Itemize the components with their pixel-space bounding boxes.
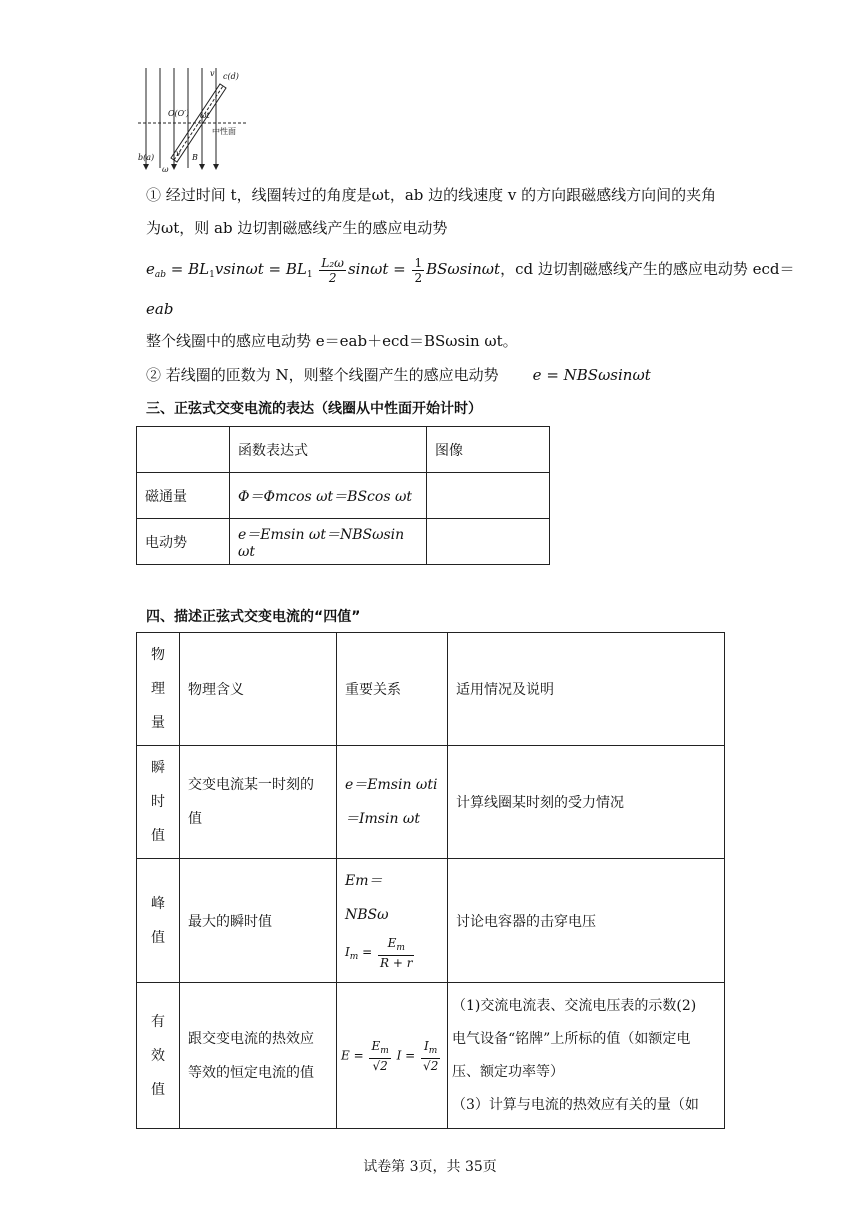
emf-formula: $e_{ab} = BL_1vsin\omega t = BL_1$ $\frac{\text{L₂ω}}{2}$ sinωt = $\frac{1}{2}$ BSωsinωt，cd 边切割磁感线产生的感应电动势 ecd＝	[146, 255, 795, 285]
rotating-coil-figure	[138, 68, 248, 178]
svg-text:b(a): b(a)	[138, 153, 155, 162]
svg-text:B: B	[192, 153, 198, 162]
arrow-icon	[171, 164, 177, 170]
text-line: ② 若线圈的匝数为 N，则整个线圈产生的感应电动势 e = NBSωsinωt	[146, 366, 651, 384]
text-line: eab	[146, 300, 174, 318]
arrow-icon	[213, 164, 219, 170]
text-line: 整个线圈中的感应电动势 e＝eab＋ecd＝BSωsin ωt。	[146, 332, 518, 350]
page-footer: 试卷第 3页，共 35页	[363, 1159, 497, 1175]
svg-text:中性面: 中性面	[212, 127, 236, 136]
expression-table: 函数表达式 图像 磁通量 Φ＝Φmcos ωt＝BScos ωt 电动势 e＝Emsin ωt＝NBSωsin ωt	[136, 426, 550, 565]
section-heading: 三、正弦式交变电流的表达（线圈从中性面开始计时）	[146, 401, 482, 417]
svg-text:ω: ω	[162, 165, 169, 174]
text-line: 为ωt，则 ab 边切割磁感线产生的感应电动势	[146, 219, 448, 237]
svg-text:ωt: ωt	[200, 111, 210, 120]
arrow-icon	[199, 164, 205, 170]
svg-text:O(O′): O(O′)	[168, 109, 190, 118]
svg-text:c(d): c(d)	[223, 72, 239, 81]
svg-text:v: v	[176, 149, 181, 158]
svg-text:v: v	[210, 69, 215, 78]
fraction: $\frac{\text{L₂ω}}{2}$	[321, 255, 344, 285]
section-heading: 四、描述正弦式交变电流的“四值”	[146, 609, 361, 625]
fraction: $\frac{1}{2}$	[414, 255, 423, 285]
arrow-icon	[143, 164, 149, 170]
text-line: ① 经过时间 t，线圈转过的角度是ωt，ab 边的线速度 v 的方向跟磁感线方向间的夹角	[146, 186, 717, 204]
four-values-table: 物 理 量 物理含义 重要关系 适用情况及说明 瞬 时 值 交变电流某一时刻的 值 e＝Emsin ωti ＝Imsin ωt 计算线圈某时刻的受力情况 峰 值 最大的瞬时值 Em＝ NBSω $I_m$ = $\frac{E_m}{R + r}$ 讨论电容器的击穿电压 有 效 值 跟交变电流的热效应 等效的恒定电流的值 E = $\frac{E_m}{√2}$ I = $\frac{I_m}{√2}$ （1)交流电流表、交流电压表的示数(2) 电气设备“铭牌”上所标的值（如额定电 压、额定功率等） （3）计算与电流的热效应有关的量（如	[136, 632, 725, 1129]
